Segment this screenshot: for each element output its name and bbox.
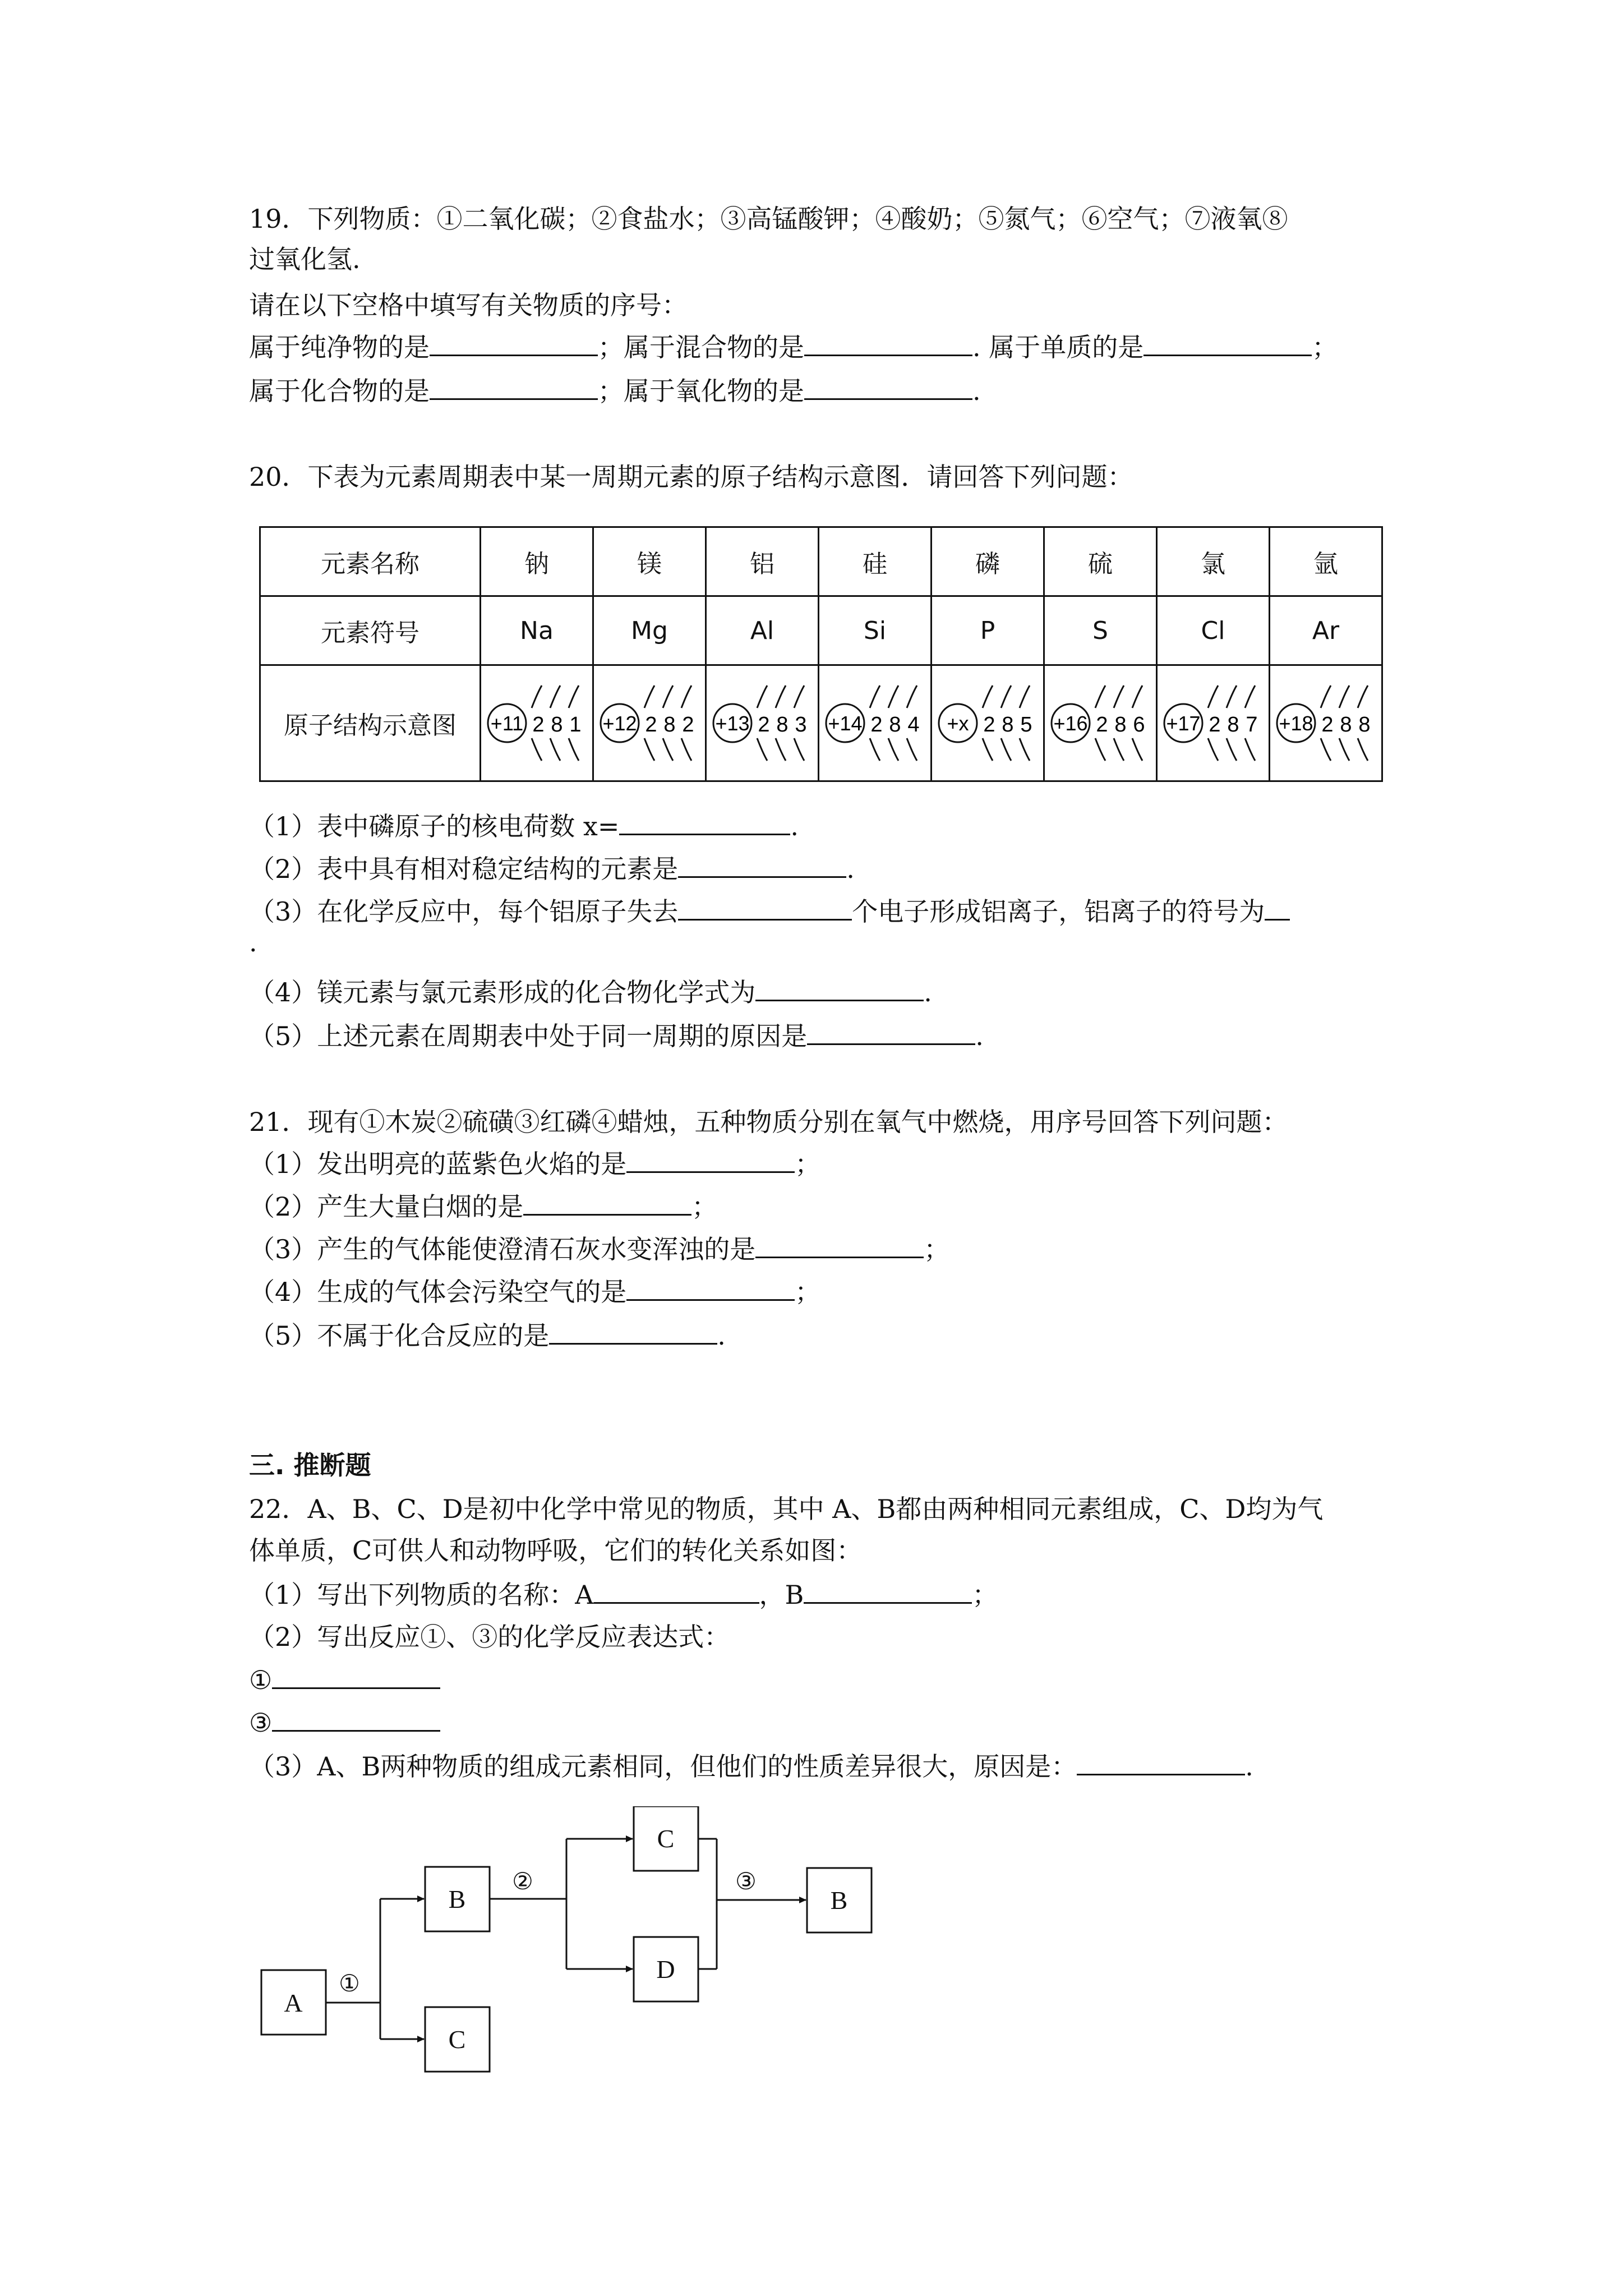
electron-shell-arc [983,685,993,708]
electron-shell-arc [663,738,673,761]
electron-count: 2 [532,713,545,737]
electron-shell-arc [1321,685,1331,708]
electron-count: 2 [870,713,883,737]
electron-shell-arc [1227,685,1237,708]
q19-oxide-label: ；属于氧化物的是 [598,376,804,406]
q19-compound-blank[interactable] [430,374,598,400]
q20-sub5-period: . [975,1021,984,1051]
electron-count: 8 [889,713,901,737]
electron-shell-arc [888,738,898,761]
electron-count: 2 [682,713,694,737]
electron-count: 5 [1020,713,1032,737]
q22-reaction1 [249,1663,440,1697]
nucleus-charge: +14 [828,712,863,735]
electron-count: 8 [1227,713,1239,737]
q21-sub3-semicolon: ； [924,1234,950,1264]
nucleus-charge: +17 [1166,712,1201,735]
element-symbol: Ar [1270,596,1382,665]
q21-sub4-semicolon: ； [795,1277,821,1307]
electron-shell-arc [569,685,579,708]
q21-sub4-text: （4）生成的气体会污染空气的是 [249,1277,627,1307]
electron-shell-arc [681,685,691,708]
q20-sub5-text: （5）上述元素在周期表中处于同一周期的原因是 [249,1021,808,1051]
header-atomic-structure: 原子结构示意图 [260,665,481,781]
q21-intro: 21．现有①木炭②硫磺③红磷④蜡烛，五种物质分别在氧气中燃烧，用序号回答下列问题： [249,1107,1288,1137]
q22-line2: 体单质，C可供人和动物呼吸，它们的转化关系如图： [249,1535,863,1566]
atom-diagram [1272,675,1379,771]
element-name: 钠 [481,527,593,596]
q20-sub3-text-a: （3）在化学反应中，每个铝原子失去 [249,896,679,927]
nucleus-charge: +x [947,712,969,735]
electron-shell-arc [1339,685,1349,708]
table-row-names [260,527,1382,596]
q20-sub5-blank[interactable] [807,1019,975,1045]
element-name: 硅 [819,527,932,596]
periodic-table [259,526,1383,782]
q22-reaction1-blank[interactable] [272,1663,440,1689]
electron-count: 8 [1358,713,1371,737]
atomic-structure-diagram [1044,665,1157,781]
electron-count: 8 [776,713,789,737]
electron-shell-arc [1114,685,1124,708]
atomic-structure-diagram [706,665,819,781]
electron-count: 2 [1321,713,1334,737]
atom-diagram [1160,675,1266,771]
nucleus-charge: +11 [490,712,524,735]
q20-sub3-period: . [249,927,257,958]
atomic-structure-diagram [932,665,1044,781]
q20-sub2-period: . [846,854,855,884]
element-symbol: Na [481,596,593,665]
electron-shell-arc [1095,738,1105,761]
atom-diagram [934,675,1041,771]
electron-count: 6 [1133,713,1145,737]
header-element-name: 元素名称 [260,527,481,596]
q20-sub3-text-b: 个电子形成铝离子，铝离子的符号为 [852,896,1265,927]
element-name: 氯 [1157,527,1270,596]
element-symbol: Cl [1157,596,1270,665]
electron-count: 8 [551,713,563,737]
element-name: 铝 [706,527,819,596]
element-symbol: P [932,596,1044,665]
electron-shell-arc [1001,738,1011,761]
q19-mixture-blank[interactable] [804,330,972,356]
q19-line1: 19．下列物质：①二氧化碳；②食盐水；③高锰酸钾；④酸奶；⑤氮气；⑥空气；⑦液氧⑧ [249,204,1288,234]
electron-shell-arc [644,685,654,708]
q21-sub1-semicolon: ； [795,1149,821,1179]
atomic-structure-diagram [481,665,593,781]
electron-count: 8 [1340,713,1352,737]
q21-sub5 [249,1318,726,1352]
q19-element-blank[interactable] [1144,330,1312,356]
element-symbol: Al [706,596,819,665]
q22-reaction3-blank[interactable] [272,1705,440,1732]
element-name: 镁 [593,527,706,596]
q22-sub1-text-b: ，B [759,1580,804,1610]
q21-sub3-text: （3）产生的气体能使澄清石灰水变浑浊的是 [249,1234,756,1264]
electron-shell-arc [1358,738,1368,761]
electron-shell-arc [1020,738,1030,761]
q22-sub3-blank[interactable] [1077,1749,1245,1775]
box-c-label: C [657,1824,675,1853]
q19-line4 [249,330,1338,364]
electron-count: 2 [758,713,770,737]
q19-line3: 请在以下空格中填写有关物质的序号： [249,290,688,320]
q21-sub1-blank[interactable] [626,1147,795,1173]
electron-count: 4 [907,713,920,737]
q21-sub4 [249,1274,820,1309]
q22-reaction3 [249,1705,440,1740]
reaction-2-label: ② [512,1869,533,1895]
q19-oxide-blank[interactable] [804,374,972,400]
electron-shell-arc [907,738,917,761]
electron-shell-arc [1358,685,1368,708]
element-symbol: S [1044,596,1157,665]
atom-diagram [596,675,703,771]
electron-count: 7 [1246,713,1258,737]
nucleus-charge: +16 [1053,712,1088,735]
atom-diagram [822,675,928,771]
electron-shell-arc [1095,685,1105,708]
q20-sub1-period: . [790,811,799,841]
q22-sub1-blank-b[interactable] [804,1577,972,1604]
element-name: 磷 [932,527,1044,596]
nucleus-charge: +13 [715,712,750,735]
electron-shell-arc [550,738,560,761]
q19-semicolon: ； [1312,332,1338,362]
box-a-label: A [284,1989,303,2017]
section-title: 三. 推断题 [249,1450,371,1480]
electron-shell-arc [569,738,579,761]
electron-count: 2 [1209,713,1221,737]
element-name: 硫 [1044,527,1157,596]
electron-count: 8 [1114,713,1127,737]
element-symbol: Mg [593,596,706,665]
electron-shell-arc [776,738,786,761]
electron-shell-arc [983,738,993,761]
q20-sub1 [249,809,799,843]
q22-sub2: （2）写出反应①、③的化学反应表达式： [249,1622,730,1652]
electron-count: 2 [1096,713,1108,737]
electron-shell-arc [1208,685,1218,708]
q20-sub1-text: （1）表中磷原子的核电荷数 x= [249,811,620,841]
electron-shell-arc [1321,738,1331,761]
q20-sub2-blank[interactable] [678,852,846,878]
electron-shell-arc [1132,738,1142,761]
box-c-label: C [448,2025,466,2054]
q20-sub2-text: （2）表中具有相对稳定结构的元素是 [249,854,679,884]
atomic-structure-diagram [819,665,932,781]
q22-sub1-text-a: （1）写出下列物质的名称：A [249,1580,594,1610]
q21-sub3-blank[interactable] [755,1232,924,1258]
q21-sub2-semicolon: ； [691,1191,718,1222]
electron-shell-arc [776,685,786,708]
electron-shell-arc [1132,685,1142,708]
electron-shell-arc [1227,738,1237,761]
electron-shell-arc [794,685,804,708]
q22-sub3-period: . [1245,1751,1253,1782]
q20-sub3-blank-electrons[interactable] [678,894,852,921]
q22-line1: 22．A、B、C、D是初中化学中常见的物质，其中 A、B都由两种相同元素组成，C、D均为气 [249,1494,1324,1524]
q22-reaction3-mark: ③ [249,1708,273,1738]
q20-sub5 [249,1019,984,1053]
electron-shell-arc [757,738,767,761]
q20-sub4-period: . [924,977,932,1007]
electron-shell-arc [870,685,880,708]
reaction-1-label: ① [339,1971,360,1997]
electron-shell-arc [757,685,767,708]
q20-sub3 [249,894,1290,928]
atomic-structure-diagram [1270,665,1382,781]
q21-sub5-blank[interactable] [549,1318,717,1345]
electron-shell-arc [1245,685,1255,708]
atom-diagram [709,675,815,771]
q19-compound-label: 属于化合物的是 [249,376,430,406]
electron-shell-arc [663,685,673,708]
electron-count: 8 [1002,713,1014,737]
q19-line5 [249,374,981,408]
electron-count: 2 [983,713,995,737]
q19-pure-blank[interactable] [430,330,598,356]
transformation-diagram [247,1806,897,2087]
electron-shell-arc [532,685,542,708]
q21-sub1-text: （1）发出明亮的蓝紫色火焰的是 [249,1149,627,1179]
electron-shell-arc [1020,685,1030,708]
reaction-3-label: ③ [735,1869,757,1895]
electron-shell-arc [1339,738,1349,761]
electron-shell-arc [794,738,804,761]
electron-shell-arc [1114,738,1124,761]
q22-sub1 [249,1577,998,1612]
atomic-structure-diagram [593,665,706,781]
q21-sub5-text: （5）不属于化合反应的是 [249,1320,550,1351]
q20-sub4 [249,975,932,1009]
q21-sub2 [249,1189,717,1223]
q19-mixture-label: ；属于混合物的是 [598,332,804,362]
electron-shell-arc [644,738,654,761]
electron-count: 8 [663,713,676,737]
table-row-structures [260,665,1382,781]
q20-sub4-blank[interactable] [755,975,924,1001]
q20-sub4-text: （4）镁元素与氯元素形成的化合物化学式为 [249,977,756,1007]
box-b-label: B [448,1885,466,1913]
q20-intro: 20．下表为元素周期表中某一周期元素的原子结构示意图．请回答下列问题： [249,462,1133,492]
electron-shell-arc [1001,685,1011,708]
element-symbol: Si [819,596,932,665]
q19-line2: 过氧化氢. [249,244,361,274]
q22-reaction1-mark: ① [249,1665,273,1695]
q22-sub1-blank-a[interactable] [594,1577,759,1604]
electron-shell-arc [870,738,880,761]
q20-sub2 [249,852,855,886]
q22-sub3-text: （3）A、B两种物质的组成元素相同，但他们的性质差异很大，原因是： [249,1751,1077,1782]
electron-shell-arc [888,685,898,708]
q20-sub1-blank[interactable] [619,809,790,835]
box-d-label: D [656,1955,675,1984]
q22-sub3 [249,1749,1253,1783]
electron-shell-arc [907,685,917,708]
atom-diagram [483,675,590,771]
q22-sub1-semicolon: ； [972,1580,998,1610]
atomic-structure-diagram [1157,665,1270,781]
q21-sub2-text: （2）产生大量白烟的是 [249,1191,524,1222]
q21-sub4-blank[interactable] [626,1274,795,1301]
electron-shell-arc [1208,738,1218,761]
q21-sub5-period: . [717,1320,726,1351]
element-name: 氩 [1270,527,1382,596]
electron-count: 1 [569,713,582,737]
q21-sub2-blank[interactable] [523,1189,691,1216]
q19-pure-label: 属于纯净物的是 [249,332,430,362]
electron-shell-arc [532,738,542,761]
header-element-symbol: 元素符号 [260,596,481,665]
electron-shell-arc [550,685,560,708]
q19-period: . [972,376,981,406]
q20-sub3-blank-ion[interactable] [1265,894,1290,921]
table-row-symbols [260,596,1382,665]
q21-sub1 [249,1147,820,1181]
q21-sub3 [249,1232,949,1266]
nucleus-charge: +12 [602,712,637,735]
box-b-label: B [830,1886,848,1915]
electron-count: 2 [645,713,657,737]
electron-shell-arc [681,738,691,761]
nucleus-charge: +18 [1279,712,1313,735]
atom-diagram [1047,675,1154,771]
q19-element-label: . 属于单质的是 [972,332,1144,362]
electron-shell-arc [1245,738,1255,761]
electron-count: 3 [795,713,807,737]
